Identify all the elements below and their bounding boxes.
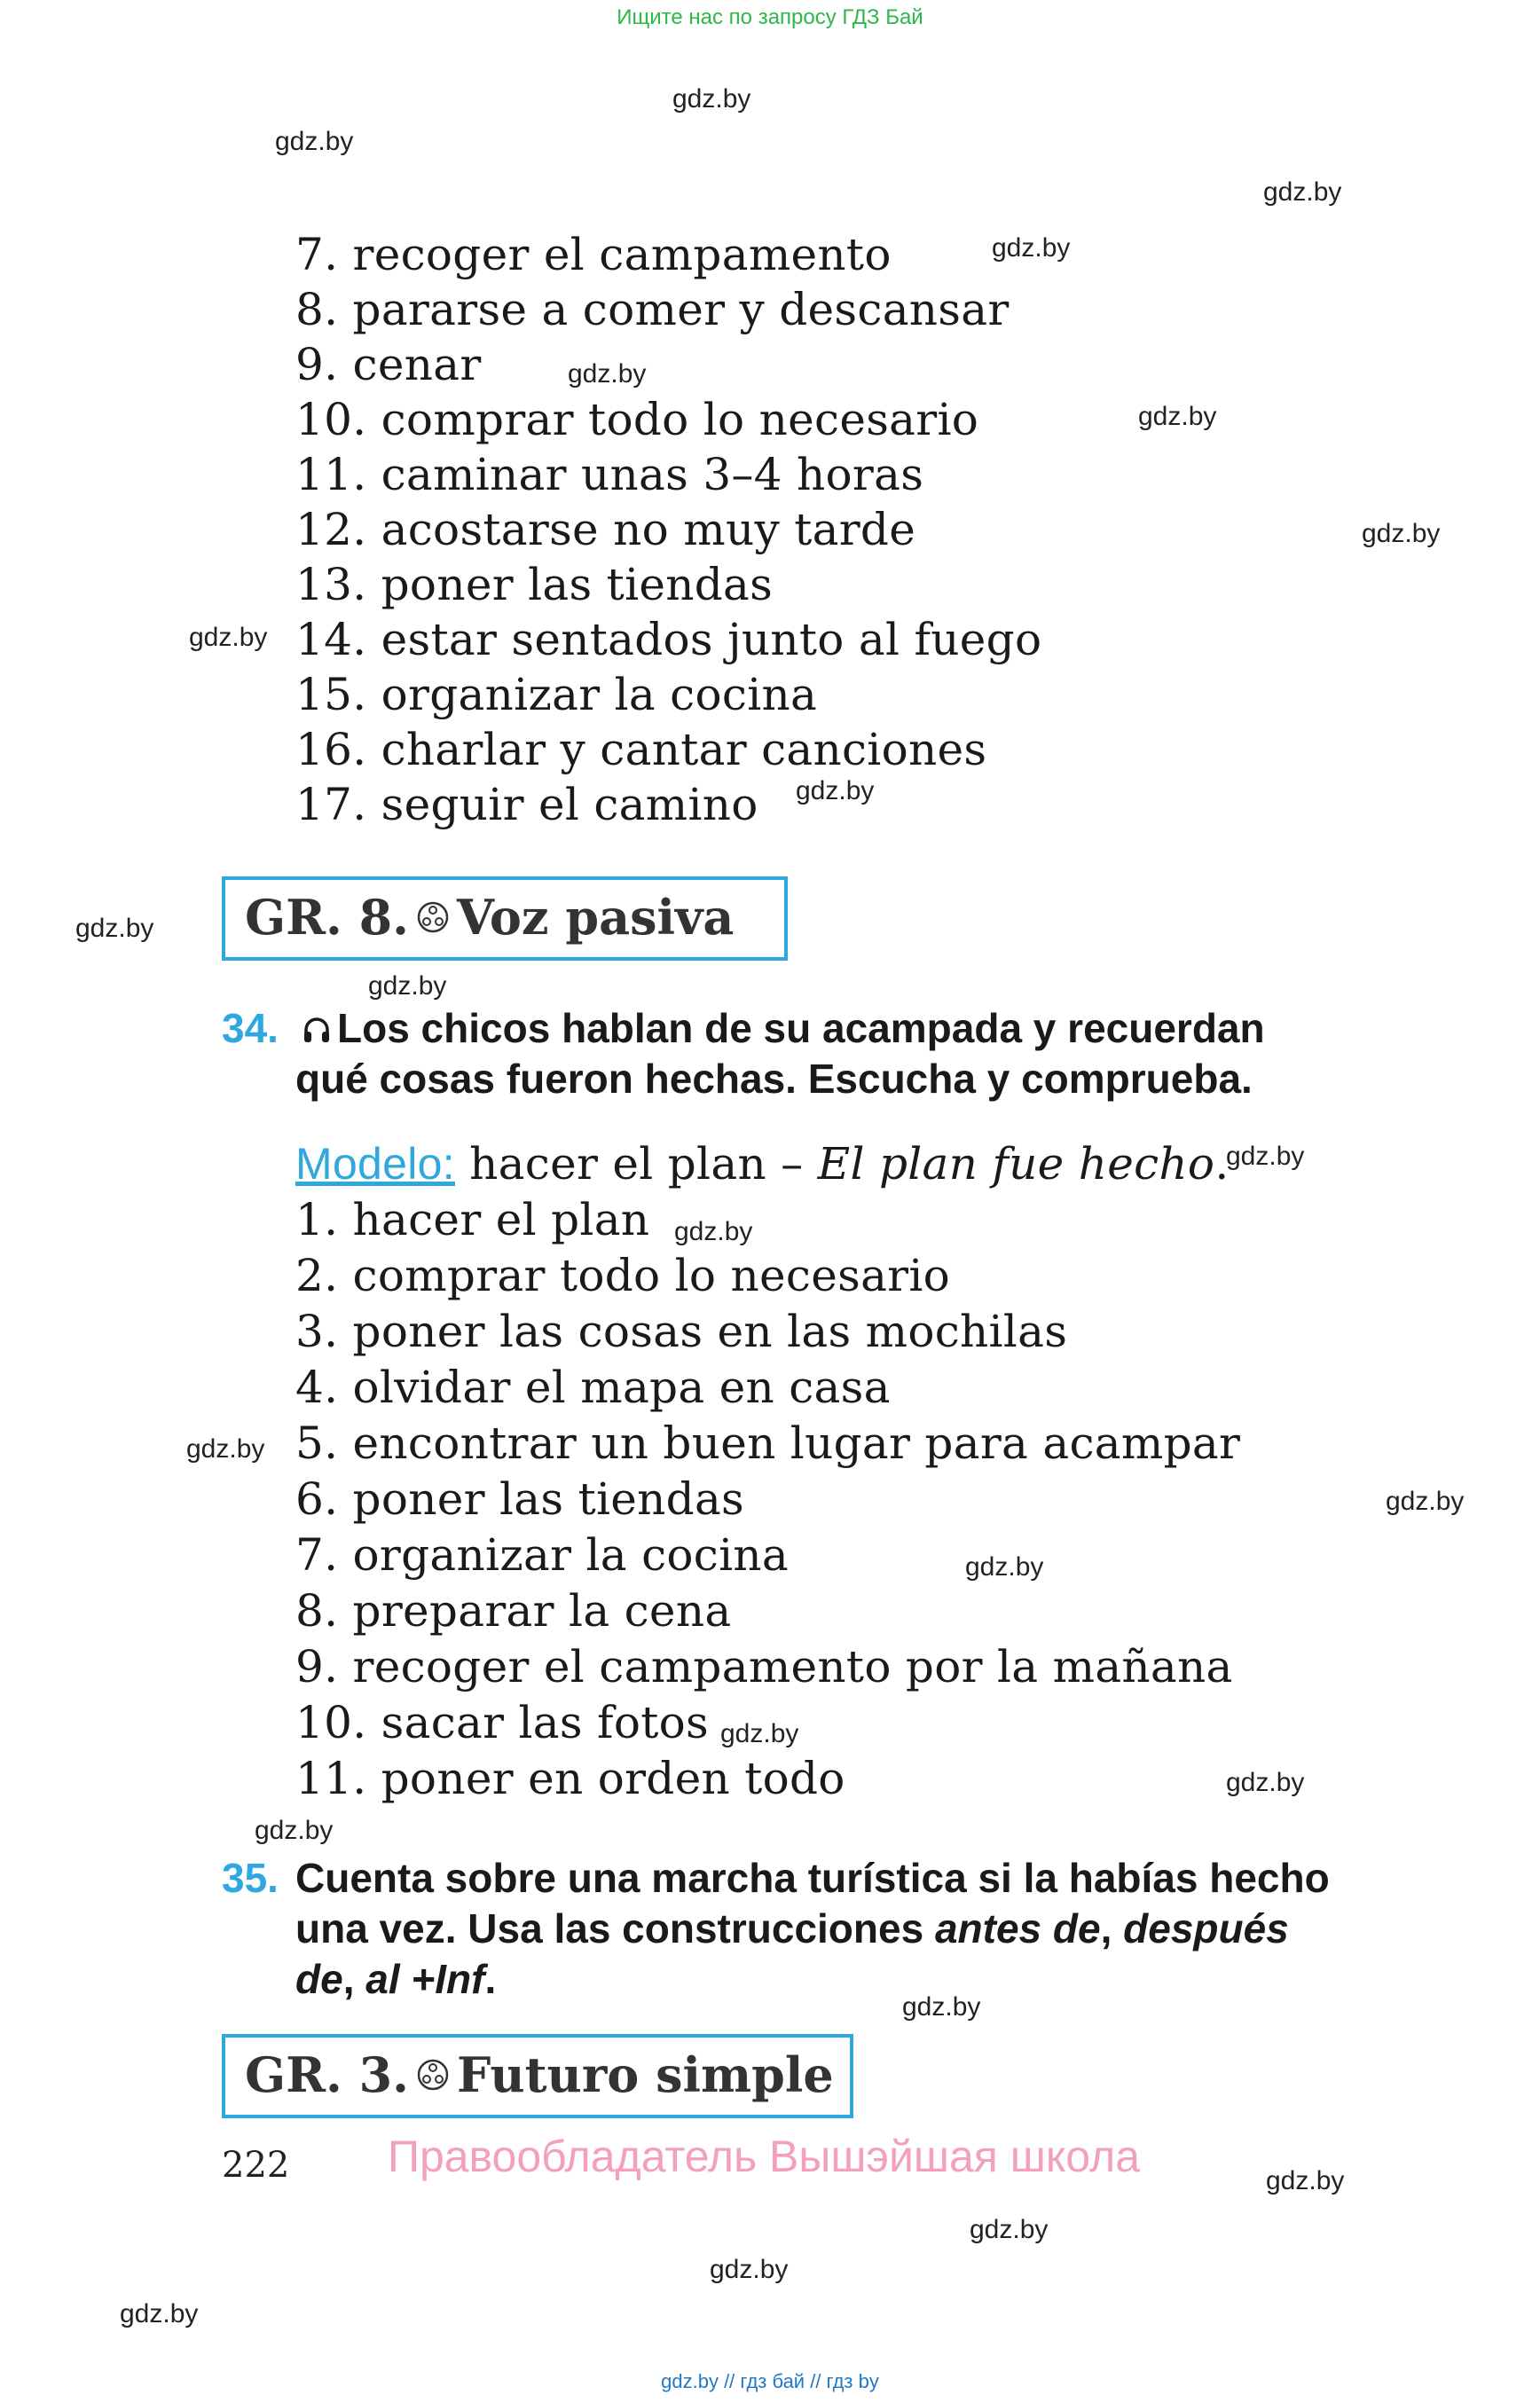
model-label: Modelo: <box>295 1139 455 1189</box>
grammar-icon <box>416 2058 450 2092</box>
exercise-instruction: qué cosas fueron hechas. Escucha y comprueba. <box>295 1056 1253 1102</box>
watermark: gdz.by <box>992 233 1071 263</box>
watermark: gdz.by <box>902 1992 981 2022</box>
list-item: 1. hacer el plan <box>295 1194 650 1245</box>
list-item: 4. olvidar el mapa en casa <box>295 1362 891 1413</box>
list-item: 7. organizar la cocina <box>295 1529 789 1581</box>
list-item: 5. encontrar un buen lugar para acampar <box>295 1417 1241 1469</box>
exercise-instruction: Los chicos hablan de su acampada y recuerdan <box>302 1004 1265 1052</box>
watermark: gdz.by <box>672 84 751 114</box>
list-item: 6. poner las tiendas <box>295 1473 745 1525</box>
headphones-icon <box>302 1015 332 1045</box>
grammar-icon <box>416 900 450 934</box>
watermark: gdz.by <box>275 127 354 156</box>
watermark: gdz.by <box>710 2255 789 2284</box>
list-item: 14. estar sentados junto al fuego <box>295 614 1042 665</box>
watermark: gdz.by <box>75 914 154 943</box>
watermark: gdz.by <box>1266 2166 1345 2195</box>
exercise-instruction: de, al +Inf. <box>295 1956 497 2002</box>
watermark: gdz.by <box>1362 519 1441 548</box>
watermark: gdz.by <box>970 2215 1049 2244</box>
watermark: gdz.by <box>796 776 875 805</box>
exercise-number: 34. <box>222 1005 279 1051</box>
watermark: gdz.by <box>674 1217 753 1246</box>
watermark: gdz.by <box>1138 402 1217 431</box>
watermark: gdz.by <box>1386 1487 1465 1516</box>
grammar-reference-box <box>222 2034 853 2118</box>
list-item: 10. sacar las fotos <box>295 1697 710 1748</box>
list-item: 3. poner las cosas en las mochilas <box>295 1306 1068 1357</box>
watermark: gdz.by <box>186 1434 265 1464</box>
exercise-instruction: una vez. Usa las construcciones antes de, después <box>295 1905 1289 1951</box>
exercise-number: 35. <box>222 1855 279 1901</box>
watermark: gdz.by <box>1263 177 1342 207</box>
watermark: gdz.by <box>368 971 447 1001</box>
top-search-note: Ищите нас по запросу ГДЗ Бай <box>617 5 923 29</box>
list-item: 17. seguir el camino <box>295 779 758 830</box>
grammar-title: Voz pasiva <box>456 889 735 946</box>
page-number: 222 <box>222 2145 290 2186</box>
list-item: 10. comprar todo lo necesario <box>295 394 979 445</box>
list-item: 7. recoger el campamento <box>295 229 892 280</box>
watermark: gdz.by <box>965 1552 1044 1582</box>
watermark: gdz.by <box>720 1719 799 1748</box>
list-item: 9. recoger el campamento por la mañana <box>295 1641 1233 1692</box>
list-item: 8. pararse a comer y descansar <box>295 284 1010 335</box>
watermark: gdz.by <box>189 623 268 652</box>
watermark: gdz.by <box>1226 1142 1305 1171</box>
grammar-reference-box <box>222 876 788 961</box>
copyright-notice: Правообладатель Вышэйшая школа <box>388 2132 1140 2181</box>
watermark: gdz.by <box>1226 1768 1305 1797</box>
grammar-label: GR. 8. <box>245 889 409 946</box>
list-item: 16. charlar y cantar canciones <box>295 724 987 775</box>
list-item: 9. cenar <box>295 339 482 390</box>
list-item: 8. preparar la cena <box>295 1585 732 1637</box>
list-item: 15. organizar la cocina <box>295 669 818 720</box>
list-item: 11. caminar unas 3–4 horas <box>295 449 924 500</box>
exercise-instruction: Cuenta sobre una marcha turística si la habías hecho <box>295 1855 1330 1901</box>
grammar-title: Futuro simple <box>456 2046 834 2103</box>
watermark: gdz.by <box>255 1816 334 1845</box>
model-example: Modelo: hacer el plan – El plan fue hecho. <box>295 1138 1230 1190</box>
list-item: 2. comprar todo lo necesario <box>295 1250 951 1301</box>
list-item: 13. poner las tiendas <box>295 559 774 610</box>
list-item: 12. acostarse no muy tarde <box>295 504 916 555</box>
footer-links: gdz.by // гдз бай // гдз by <box>661 2370 879 2392</box>
watermark: gdz.by <box>568 359 647 389</box>
grammar-label: GR. 3. <box>245 2046 409 2103</box>
watermark: gdz.by <box>120 2299 199 2328</box>
list-item: 11. poner en orden todo <box>295 1753 845 1804</box>
